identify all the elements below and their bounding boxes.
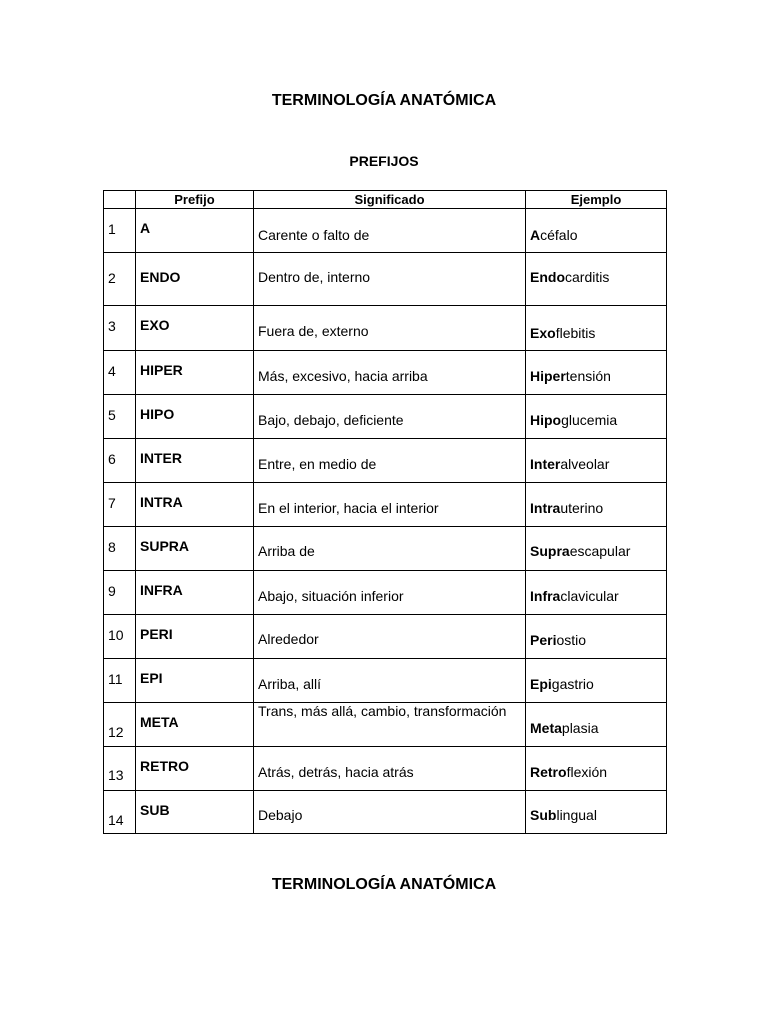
meaning-text: Trans, más allá, cambio, transformación — [258, 703, 507, 719]
example-root: tensión — [565, 368, 611, 384]
prefix-label: HIPER — [140, 362, 183, 378]
row-number-cell — [104, 659, 136, 703]
row-number: 14 — [108, 812, 124, 828]
row-number: 8 — [108, 539, 116, 555]
example-word — [530, 500, 603, 516]
prefix-label: INTRA — [140, 494, 183, 510]
example-cell — [526, 791, 667, 834]
example-word — [530, 269, 609, 285]
table-row — [104, 703, 667, 747]
footer-title: TERMINOLOGÍA ANATÓMICA — [271, 876, 497, 893]
prefix-label: SUB — [140, 802, 170, 818]
example-cell — [526, 659, 667, 703]
row-number-cell — [104, 571, 136, 615]
prefix-cell — [136, 791, 254, 834]
example-root: flebitis — [555, 325, 596, 341]
meaning-text: Bajo, debajo, deficiente — [258, 412, 404, 428]
example-prefix: A — [530, 227, 541, 243]
meaning-cell — [254, 659, 526, 703]
example-root: lingual — [556, 807, 597, 823]
example-cell — [526, 209, 667, 253]
prefix-cell — [136, 659, 254, 703]
row-number: 10 — [108, 627, 124, 643]
example-prefix: Inter — [530, 456, 561, 472]
example-prefix: Retro — [530, 764, 567, 780]
row-number: 2 — [108, 270, 116, 286]
example-word — [530, 632, 586, 648]
table-header-row — [104, 191, 667, 209]
example-root: gastrio — [551, 676, 594, 692]
example-cell — [526, 306, 667, 351]
meaning-cell — [254, 483, 526, 527]
example-cell — [526, 703, 667, 747]
table-row — [104, 659, 667, 703]
prefix-label: RETRO — [140, 758, 189, 774]
example-word — [530, 227, 577, 243]
example-prefix: Sub — [530, 807, 557, 823]
example-root: plasia — [561, 720, 599, 736]
row-number-cell — [104, 395, 136, 439]
meaning-text: Debajo — [258, 807, 303, 823]
example-word — [530, 720, 599, 736]
meaning-text: Arriba, allí — [258, 676, 322, 692]
prefix-table — [103, 190, 667, 834]
example-root: céfalo — [540, 227, 578, 243]
example-cell — [526, 253, 667, 306]
header-meaning: Significado — [254, 191, 526, 209]
example-word — [530, 543, 630, 559]
prefix-cell — [136, 571, 254, 615]
row-number-cell — [104, 351, 136, 395]
example-cell — [526, 527, 667, 571]
meaning-text: Abajo, situación inferior — [258, 588, 404, 604]
table-row — [104, 527, 667, 571]
prefix-label: ENDO — [140, 269, 181, 285]
meaning-cell — [254, 571, 526, 615]
row-number-cell — [104, 791, 136, 834]
row-number: 3 — [108, 318, 116, 334]
prefix-cell — [136, 703, 254, 747]
example-cell — [526, 351, 667, 395]
example-word — [530, 368, 611, 384]
row-number: 1 — [108, 221, 116, 237]
prefix-cell — [136, 747, 254, 791]
row-number-cell — [104, 747, 136, 791]
example-root: uterino — [560, 500, 604, 516]
table-row — [104, 395, 667, 439]
meaning-cell — [254, 253, 526, 306]
example-root: ostio — [556, 632, 587, 648]
example-cell — [526, 571, 667, 615]
row-number-cell — [104, 253, 136, 306]
row-number: 5 — [108, 407, 116, 423]
meaning-text: Más, excesivo, hacia arriba — [258, 368, 428, 384]
meaning-text: Arriba de — [258, 543, 315, 559]
row-number-cell — [104, 703, 136, 747]
example-prefix: Epi — [530, 676, 552, 692]
example-cell — [526, 483, 667, 527]
prefix-label: META — [140, 714, 179, 730]
example-prefix: Intra — [530, 500, 561, 516]
example-root: carditis — [565, 269, 610, 285]
example-prefix: Peri — [530, 632, 557, 648]
example-word — [530, 676, 594, 692]
meaning-text: Entre, en medio de — [258, 456, 377, 472]
section-subtitle: PREFIJOS — [349, 153, 419, 169]
prefix-cell — [136, 209, 254, 253]
row-number: 9 — [108, 583, 116, 599]
example-root: escapular — [569, 543, 631, 559]
meaning-cell — [254, 615, 526, 659]
meaning-cell — [254, 703, 526, 747]
table-row — [104, 483, 667, 527]
row-number: 4 — [108, 363, 116, 379]
row-number: 12 — [108, 724, 124, 740]
table-row — [104, 351, 667, 395]
example-root: flexión — [566, 764, 608, 780]
meaning-cell — [254, 209, 526, 253]
row-number-cell — [104, 306, 136, 351]
meaning-text: Atrás, detrás, hacia atrás — [258, 764, 414, 780]
example-cell — [526, 747, 667, 791]
row-number-cell — [104, 439, 136, 483]
prefix-label: SUPRA — [140, 538, 190, 554]
meaning-text: Fuera de, externo — [258, 323, 369, 339]
example-prefix: Exo — [530, 325, 556, 341]
prefix-cell — [136, 351, 254, 395]
meaning-text: Carente o falto de — [258, 227, 370, 243]
table-row — [104, 306, 667, 351]
example-cell — [526, 615, 667, 659]
table-row — [104, 439, 667, 483]
prefix-label: EXO — [140, 317, 170, 333]
row-number: 11 — [108, 671, 123, 687]
meaning-cell — [254, 306, 526, 351]
prefix-cell — [136, 615, 254, 659]
page-title: TERMINOLOGÍA ANATÓMICA — [271, 92, 497, 109]
example-cell — [526, 439, 667, 483]
meaning-text: Dentro de, interno — [258, 269, 371, 285]
example-root: alveolar — [560, 456, 610, 472]
prefix-cell — [136, 306, 254, 351]
row-number-cell — [104, 615, 136, 659]
table-row — [104, 209, 667, 253]
meaning-cell — [254, 791, 526, 834]
prefix-label: HIPO — [140, 406, 175, 422]
row-number-cell — [104, 209, 136, 253]
row-number: 13 — [108, 767, 124, 783]
header-prefix: Prefijo — [136, 191, 254, 209]
prefix-label: PERI — [140, 626, 173, 642]
prefix-label: INFRA — [140, 582, 183, 598]
header-number — [104, 191, 136, 209]
example-prefix: Supra — [530, 543, 570, 559]
example-word — [530, 456, 609, 472]
table-row — [104, 747, 667, 791]
example-root: clavicular — [560, 588, 619, 604]
meaning-cell — [254, 439, 526, 483]
meaning-cell — [254, 395, 526, 439]
prefix-label: EPI — [140, 670, 163, 686]
row-number-cell — [104, 483, 136, 527]
prefix-label: A — [140, 220, 151, 236]
example-word — [530, 807, 597, 823]
example-prefix: Hipo — [530, 412, 562, 428]
table-row — [104, 571, 667, 615]
example-prefix: Hiper — [530, 368, 566, 384]
table-row — [104, 791, 667, 834]
prefix-cell — [136, 439, 254, 483]
example-root: glucemia — [561, 412, 618, 428]
meaning-text: En el interior, hacia el interior — [258, 500, 439, 516]
example-word — [530, 764, 607, 780]
example-word — [530, 325, 595, 341]
prefix-cell — [136, 527, 254, 571]
row-number: 6 — [108, 451, 116, 467]
prefix-cell — [136, 253, 254, 306]
row-number: 7 — [108, 495, 116, 511]
header-example: Ejemplo — [526, 191, 667, 209]
meaning-text: Alrededor — [258, 631, 319, 647]
meaning-cell — [254, 351, 526, 395]
meaning-cell — [254, 747, 526, 791]
meaning-cell — [254, 527, 526, 571]
row-number-cell — [104, 527, 136, 571]
table-row — [104, 253, 667, 306]
example-prefix: Endo — [530, 269, 565, 285]
prefix-cell — [136, 395, 254, 439]
example-prefix: Infra — [530, 588, 561, 604]
example-prefix: Meta — [530, 720, 562, 736]
example-word — [530, 588, 619, 604]
prefix-label: INTER — [140, 450, 182, 466]
example-cell — [526, 395, 667, 439]
table-row — [104, 615, 667, 659]
example-word — [530, 412, 617, 428]
prefix-cell — [136, 483, 254, 527]
